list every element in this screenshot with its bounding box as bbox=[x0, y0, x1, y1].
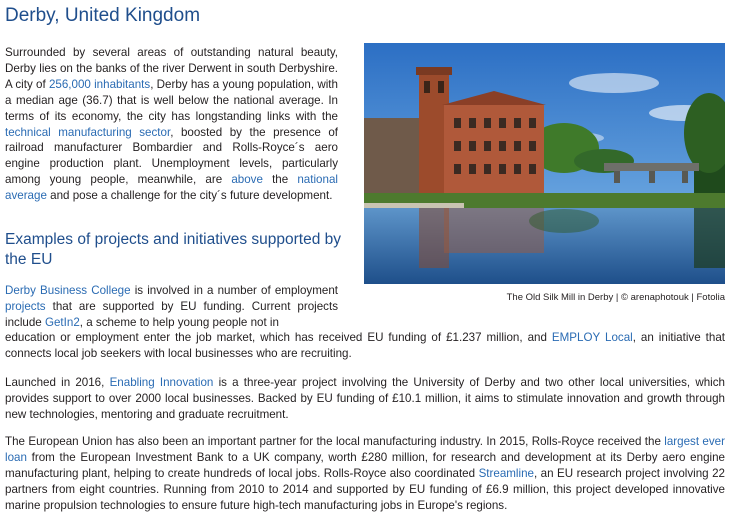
paragraph-text: The European Union has also been an important partner for the local manufacturing industry. In 2015, Rolls-Royce received the bbox=[5, 435, 665, 448]
photo-caption: The Old Silk Mill in Derby | © arenaphotouk | Fotolia bbox=[506, 292, 725, 303]
section-heading: Examples of projects and initiatives supported by the EU bbox=[5, 231, 342, 268]
paragraph-text: is involved in a number of employment bbox=[130, 284, 338, 297]
intro-text: , Derby has a young population, with a median age (36.7) that is well below the national average. In terms of its economy, the city has longstanding links with the bbox=[5, 77, 338, 123]
paragraph-text: Launched in 2016, bbox=[5, 376, 110, 389]
largest-ever-loan-link[interactable]: largest ever loan bbox=[5, 435, 725, 464]
getin2-link[interactable]: GetIn2 bbox=[44, 315, 80, 329]
paragraph-text: , an initiative that connects local job seekers with local businesses who are recruiting. bbox=[5, 331, 725, 360]
old-silk-mill-photo bbox=[364, 43, 725, 284]
intro-paragraph bbox=[5, 45, 338, 204]
manufacturing-sector-link[interactable]: technical manufacturing sector bbox=[5, 125, 171, 139]
national-average-link[interactable]: national average bbox=[5, 173, 338, 203]
paragraph-text: from the European Investment Bank to a UK company, worth £280 million, for research and development at its Derby aero engine manufacturing plant, helping to create hundreds of local jobs. Rolls-Royce also coordinated bbox=[5, 450, 725, 480]
projects-link[interactable]: projects bbox=[5, 299, 46, 313]
paragraph-text: is a three-year project involving the University of Derby and two other local universities, which provides support to over 2000 local businesses. Backed by EU funding of £10.1 million, it aims to stimulate innovation and growth through new technologies, mentoring and graduate recruitment. bbox=[5, 376, 725, 421]
intro-text: Surrounded by several areas of outstanding natural beauty, Derby lies on the banks of the river Derwent in south Derbyshire. A city of bbox=[5, 46, 338, 91]
inhabitants-link[interactable]: 256,000 inhabitants bbox=[48, 77, 151, 91]
paragraph-2 bbox=[5, 375, 725, 423]
employ-local-link[interactable]: EMPLOY Local bbox=[551, 331, 633, 344]
derby-business-college-link[interactable]: Derby Business College bbox=[5, 284, 131, 297]
paragraph-text: education or employment enter the job market, which has received EU funding of £1.237 million, and bbox=[5, 331, 552, 344]
paragraph-text: , an EU research project involving 22 partners from eight countries. Running from 2010 to 2014 and supported by EU funding of £6.9 million, this project developed innovative marine propulsion technologies to ensure future high-tech manufacturing jobs in Europe's regions. bbox=[5, 466, 725, 512]
intro-text: , boosted by the presence of railroad manufacturer Bombardier and Rolls-Royce´s aero engine production plant. Unemployment levels, particularly among young people, meanwhile, are bbox=[5, 125, 338, 187]
streamline-link[interactable]: Streamline bbox=[478, 466, 534, 480]
paragraph-text: that are supported by EU funding. Current projects include bbox=[5, 299, 338, 329]
paragraph-text: , a scheme to help young people not in bbox=[79, 315, 279, 329]
intro-text: and pose a challenge for the city´s future development. bbox=[46, 189, 333, 203]
above-link[interactable]: above bbox=[231, 173, 263, 187]
paragraph-1-wrapped bbox=[5, 283, 338, 331]
paragraph-1-continued bbox=[5, 330, 725, 362]
page-title: Derby, United Kingdom bbox=[5, 5, 201, 26]
intro-text: the bbox=[262, 173, 298, 187]
paragraph-3 bbox=[5, 434, 725, 514]
enabling-innovation-link[interactable]: Enabling Innovation bbox=[109, 376, 214, 389]
